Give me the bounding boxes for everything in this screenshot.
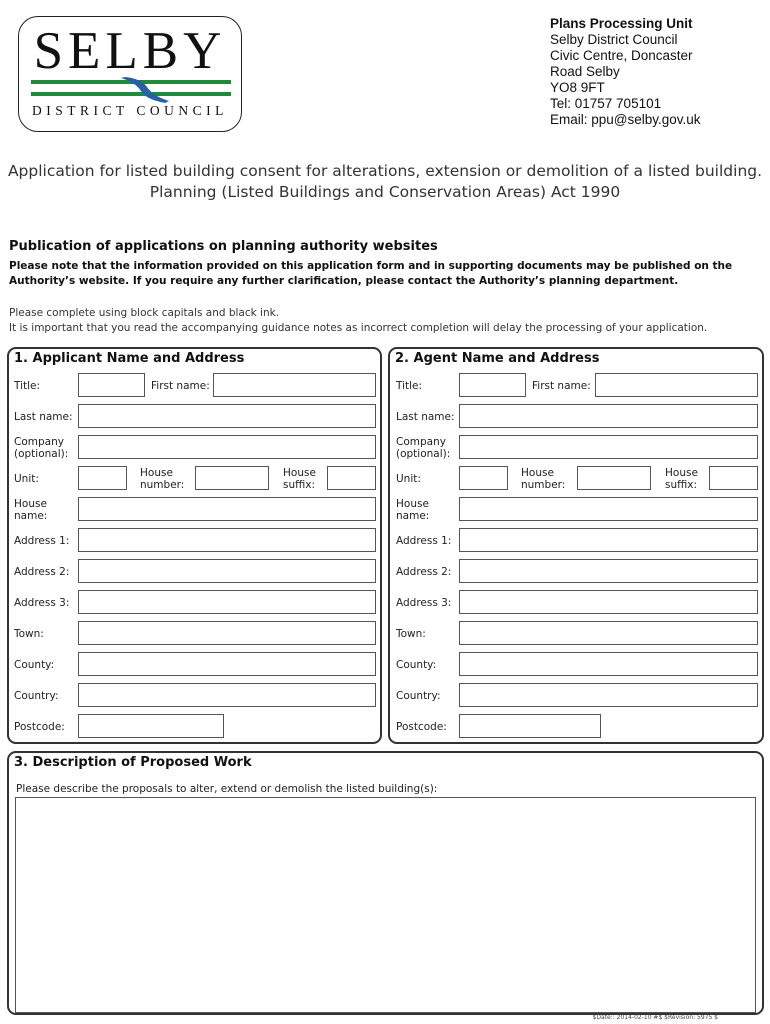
instructions: [9, 306, 707, 336]
agent-address3-input[interactable]: [459, 590, 758, 614]
last-name-label: Last name:: [14, 411, 73, 423]
contact-line: YO8 9FT: [550, 80, 605, 95]
agent-house-suffix-input[interactable]: [709, 466, 758, 490]
house-number-label: [140, 467, 184, 491]
contact-phone: Tel: 01757 705101: [550, 96, 662, 111]
logo-river-emblem: [19, 77, 243, 105]
applicant-address2-input[interactable]: [78, 559, 376, 583]
company-label: [396, 436, 450, 460]
contact-block: [550, 16, 701, 128]
applicant-county-input[interactable]: [78, 652, 376, 676]
applicant-first-name-input[interactable]: [213, 373, 376, 397]
house-suffix-label-line1: House: [283, 467, 316, 479]
house-name-label-line2: name:: [396, 510, 430, 522]
house-suffix-label-line1: House: [665, 467, 698, 479]
applicant-last-name-input[interactable]: [78, 404, 376, 428]
agent-county-input[interactable]: [459, 652, 758, 676]
house-suffix-label-line2: suffix:: [283, 479, 316, 491]
company-label: [14, 436, 68, 460]
applicant-address3-input[interactable]: [78, 590, 376, 614]
publication-note: [9, 259, 749, 289]
title-label: Title:: [396, 380, 423, 392]
description-section-title: 3. Description of Proposed Work: [14, 755, 252, 770]
selby-council-logo: [18, 16, 242, 132]
agent-first-name-input[interactable]: [595, 373, 758, 397]
contact-line: Road Selby: [550, 64, 620, 79]
address2-label: Address 2:: [14, 566, 70, 578]
agent-house-number-input[interactable]: [577, 466, 651, 490]
applicant-company-input[interactable]: [78, 435, 376, 459]
agent-last-name-input[interactable]: [459, 404, 758, 428]
address2-label: Address 2:: [396, 566, 452, 578]
form-title: [0, 161, 770, 203]
applicant-section-title: 1. Applicant Name and Address: [14, 351, 245, 366]
company-label-line1: Company: [396, 436, 446, 448]
address3-label: Address 3:: [14, 597, 70, 609]
first-name-label: First name:: [151, 380, 210, 392]
address3-label: Address 3:: [396, 597, 452, 609]
county-label: County:: [396, 659, 437, 671]
applicant-address1-input[interactable]: [78, 528, 376, 552]
applicant-country-input[interactable]: [78, 683, 376, 707]
applicant-house-number-input[interactable]: [195, 466, 269, 490]
company-label-line2: (optional):: [396, 448, 451, 460]
title-label: Title:: [14, 380, 41, 392]
house-name-label-line2: name:: [14, 510, 48, 522]
applicant-postcode-input[interactable]: [78, 714, 224, 738]
description-textarea[interactable]: [15, 797, 756, 1013]
house-suffix-label: [283, 467, 316, 491]
contact-line: Civic Centre, Doncaster: [550, 48, 693, 63]
house-number-label-line2: number:: [521, 479, 566, 491]
house-number-label: [521, 467, 565, 491]
agent-town-input[interactable]: [459, 621, 758, 645]
house-name-label: [396, 498, 429, 522]
company-label-line2: (optional):: [14, 448, 69, 460]
logo-green-stripe-bottom: [31, 92, 231, 96]
house-suffix-label-line2: suffix:: [665, 479, 698, 491]
agent-title-input[interactable]: [459, 373, 526, 397]
last-name-label: Last name:: [396, 411, 455, 423]
country-label: Country:: [396, 690, 441, 702]
house-suffix-label: [665, 467, 698, 491]
town-label: Town:: [14, 628, 44, 640]
postcode-label: Postcode:: [396, 721, 447, 733]
house-name-label: [14, 498, 47, 522]
address1-label: Address 1:: [396, 535, 452, 547]
instructions-line2: It is important that you read the accompanying guidance notes as incorrect completion will delay the processing of your application.: [9, 322, 708, 334]
address1-label: Address 1:: [14, 535, 70, 547]
house-number-label-line1: House: [140, 467, 173, 479]
publication-heading: Publication of applications on planning authority websites: [9, 239, 438, 254]
logo-wordmark: SELBY: [33, 22, 227, 80]
applicant-house-suffix-input[interactable]: [327, 466, 376, 490]
agent-country-input[interactable]: [459, 683, 758, 707]
postcode-label: Postcode:: [14, 721, 65, 733]
applicant-unit-input[interactable]: [78, 466, 127, 490]
contact-email: Email: ppu@selby.gov.uk: [550, 112, 701, 127]
applicant-title-input[interactable]: [78, 373, 145, 397]
form-title-line2: Planning (Listed Buildings and Conservation Areas) Act 1990: [149, 183, 621, 201]
applicant-house-name-input[interactable]: [78, 497, 376, 521]
agent-company-input[interactable]: [459, 435, 758, 459]
description-section: [7, 751, 764, 1015]
house-name-label-line1: House: [396, 498, 429, 510]
county-label: County:: [14, 659, 55, 671]
house-name-label-line1: House: [14, 498, 47, 510]
house-number-label-line1: House: [521, 467, 554, 479]
form-title-line1: Application for listed building consent for alterations, extension or demolition of a listed building.: [7, 162, 763, 180]
agent-address1-input[interactable]: [459, 528, 758, 552]
agent-postcode-input[interactable]: [459, 714, 601, 738]
revision-footer: $Date:: 2014-02-10 #$ $Revision: 5975 $: [592, 1014, 718, 1021]
unit-label: Unit:: [396, 473, 421, 485]
unit-label: Unit:: [14, 473, 39, 485]
first-name-label: First name:: [532, 380, 591, 392]
publication-note-line1: Please note that the information provided on this application form and in supporting documents may be published on the: [9, 260, 733, 272]
publication-note-line2: Authority’s website. If you require any further clarification, please contact the Authority’s planning department.: [9, 275, 679, 287]
company-label-line1: Company: [14, 436, 64, 448]
contact-unit: Plans Processing Unit: [550, 16, 693, 31]
house-number-label-line2: number:: [140, 479, 185, 491]
agent-unit-input[interactable]: [459, 466, 508, 490]
contact-line: Selby District Council: [550, 32, 678, 47]
agent-address2-input[interactable]: [459, 559, 758, 583]
agent-house-name-input[interactable]: [459, 497, 758, 521]
applicant-section: [7, 347, 382, 744]
agent-section: [388, 347, 764, 744]
country-label: Country:: [14, 690, 59, 702]
town-label: Town:: [396, 628, 426, 640]
logo-subtitle: DISTRICT COUNCIL: [32, 103, 228, 118]
agent-section-title: 2. Agent Name and Address: [395, 351, 600, 366]
applicant-town-input[interactable]: [78, 621, 376, 645]
description-hint: Please describe the proposals to alter, extend or demolish the listed building(s):: [16, 783, 438, 795]
instructions-line1: Please complete using block capitals and black ink.: [9, 307, 280, 319]
